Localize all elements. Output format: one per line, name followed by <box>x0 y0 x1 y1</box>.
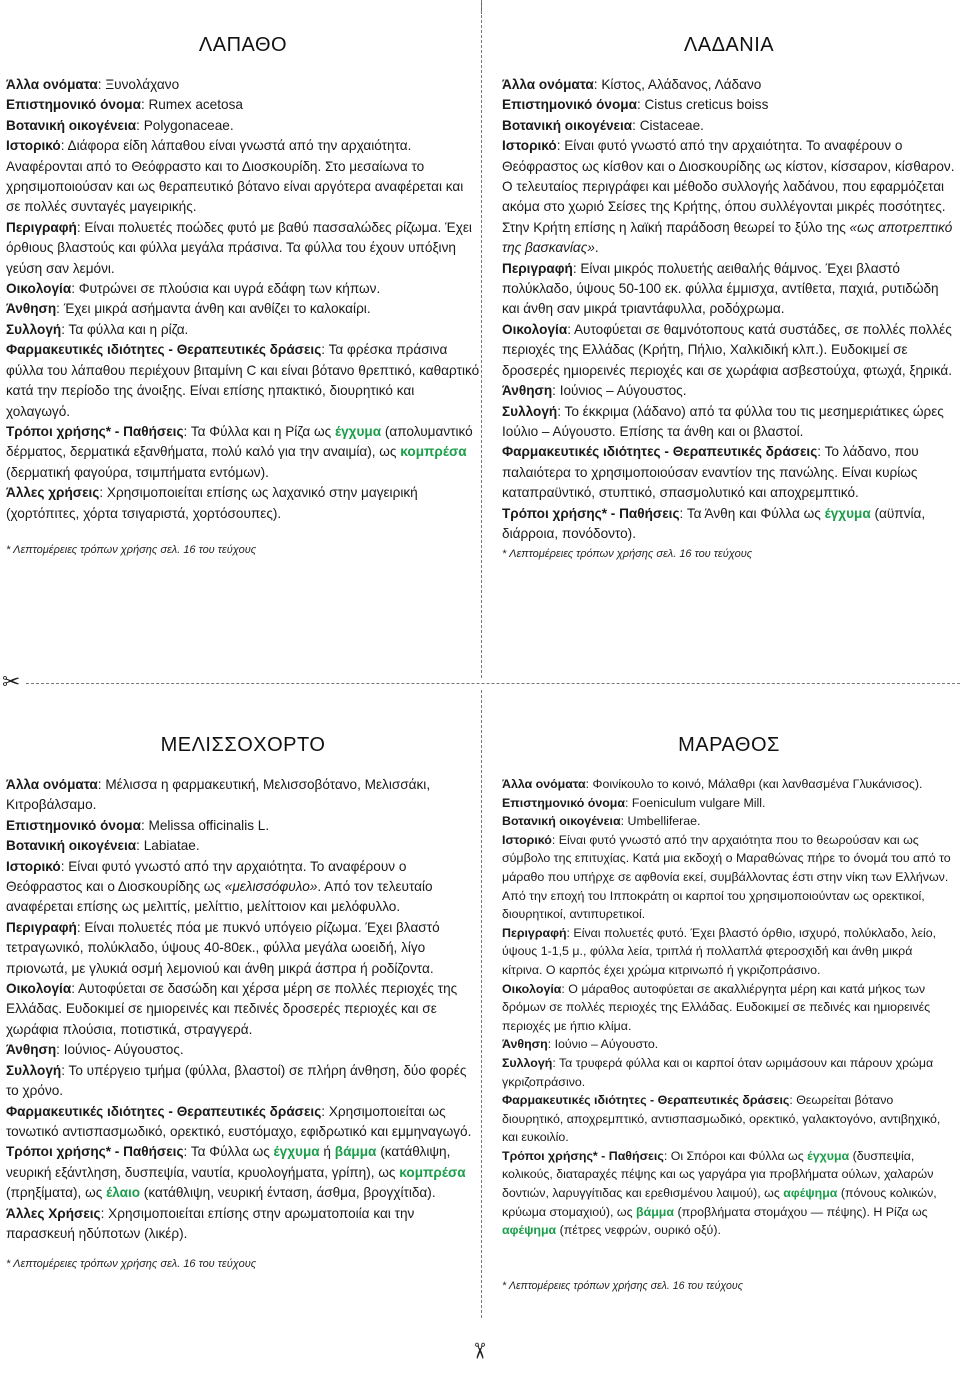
botanical-family: Βοτανική οικογένεια: Umbelliferae. <box>502 814 701 829</box>
collection: Συλλογή: Τα τρυφερά φύλλα και οι καρποί όταν ωριμάσουν και πάρουν χρώμα γκριζοπράσινο. <box>502 1055 934 1089</box>
usage: Τρόποι χρήσης* - Παθήσεις: Τα Φύλλα ως έγχυμα ή βάμμα (κατάθλιψη, νευρική εξάντληση, δυσπεψία, ναυτία, κρυολογήματα, γρίπη), ως κομπρέσα (πρηξίματα), ως έλαιο (κατάθλιψη, νευρική ένταση, άσθμα, βρογχίτιδα). <box>6 1144 466 1201</box>
ecology: Οικολογία: Αυτοφύεται σε θαμνότοπους κατά συστάδες, σε πολλές πολλές περιοχές της Ελλάδας (Κρήτη, Πήλιο, Χαλκιδική κλπ.). Ευδοκιμεί σε δροσερές ημιορεινές περιοχές και σε χωράφια ασβεστούχα, φτωχά, ξηρικά. <box>502 321 953 378</box>
card-title: ΛΑΠΑΘΟ <box>198 34 288 56</box>
blooming: Άνθηση: Έχει μικρά ασήμαντα άνθη και ανθίζει το καλοκαίρι. <box>6 301 371 317</box>
description: Περιγραφή: Είναι μικρός πολυετής αειθαλής θάμνος. Έχει βλαστό πολύκλαδο, ύψους 50-100 εκ. φύλλα έμμισχα, αντίθετα, παχιά, ρυτιδώδη και άνθη σαν μικρά τριαντάφυλλα, ροδόχρωμα. <box>502 260 939 317</box>
card-title: ΜΕΛΙΣΣΟΧΟΡΤΟ <box>160 734 326 756</box>
vertical-cut-line <box>481 690 482 1318</box>
other-names: Άλλα ονόματα: Ξυνολάχανο <box>6 77 180 92</box>
history: Ιστορικό: Είναι φυτό γνωστό από την αρχαιότητα που το θεωρούσαν και ως σύμβολο της επιτυχίας. Κατά μια εκδοχή ο Μαραθώνας πήρε το όνομά του από το μάραθο που υπήρχε σε αφθονία εκεί, συμβάλλοντας έστι στην νίκη των Ελλήνων. Από την εποχή του Ιπποκράτη οι καρποί του χρησιμοποιούνταν ως ορεκτικοί, διουρητικοί, αντιπυρετικοί. <box>502 832 951 922</box>
herb-card-ladania <box>502 34 956 560</box>
card-title: ΜΑΡΑΘΟΣ <box>678 734 780 756</box>
collection: Συλλογή: Το έκκριμα (λάδανο) από τα φύλλα του τις μεσημεριάτικες ώρες Ιούλιο – Αύγουστο. Επίσης τα άνθη και οι βλαστοί. <box>502 403 944 439</box>
other-uses: Άλλες χρήσεις: Χρησιμοποιείται επίσης ως λαχανικό στην μαγειρική (χορτόπιτες, χόρτα τσιγαριστά, χορτόσουπες). <box>6 485 418 521</box>
other-uses: Άλλες Χρήσεις: Χρησιμοποιείται επίσης στην αρωματοποιία και την παρασκευή ηδύποτων (λικέρ). <box>6 1205 415 1241</box>
herb-card-marathos <box>502 734 956 1292</box>
footnote: * Λεπτομέρειες τρόπων χρήσης σελ. 16 του τεύχους <box>6 543 257 556</box>
herb-card-melissa <box>6 734 480 1270</box>
usage: Τρόποι χρήσης* - Παθήσεις: Τα Άνθη και Φύλλα ως έγχυμα (αϋπνία, διάρροια, πονόδοντο). <box>502 505 926 541</box>
ecology: Οικολογία: Ο μάραθος αυτοφύεται σε ακαλλιέργητα μέρη και κατά μήκος των δρόμων σε πολλές περιοχές της Ελλάδας. Ευδοκιμεί σε πεδινές και ημιορεινές περιοχές με ήπιο κλίμα. <box>502 981 931 1033</box>
footnote: * Λεπτομέρειες τρόπων χρήσης σελ. 16 του τεύχους <box>6 1258 257 1271</box>
scientific-name: Επιστημονικό όνομα: Melissa officinalis L. <box>6 817 270 833</box>
blooming: Άνθηση: Ιούνιος- Αύγουστος. <box>6 1042 184 1058</box>
blooming: Άνθηση: Ιούνιο – Αύγουστο. <box>502 1037 659 1052</box>
history: Ιστορικό: Είναι φυτό γνωστό από την αρχαιότητα. Το αναφέρουν ο Θεόφραστος και ο Διοσκουρίδης ως «μελισσόφυλο». Από τον τελευταίο αναφέρεται επίσης ως μελιττίς, μελίττιο, μελίττοιον και μελόφυλλο. <box>6 858 433 915</box>
medicinal-properties: Φαρμακευτικές ιδιότητες - Θεραπευτικές δράσεις: Τα φρέσκα πράσινα φύλλα του λάπαθου περιέχουν βιταμίνη C και είναι βότανο θρεπτικό, καθαρτικό κατά την περίοδο της άνοιξης. Είναι επίσης ηπακτικό, διουρητικό και χολαγωγό. <box>6 342 480 419</box>
scientific-name: Επιστημονικό όνομα: Rumex acetosa <box>6 97 243 113</box>
blooming: Άνθηση: Ιούνιος – Αύγουστος. <box>502 383 687 399</box>
medicinal-properties: Φαρμακευτικές ιδιότητες - Θεραπευτικές δράσεις: Το λάδανο, που παλαιότερα το χρησιμοποιούσαν εναντίον της πανώλης. Είναι κυρίως καταπραϋντικό, στυπτικό, σπασμολυτικό και αποχρεμπτικό. <box>502 444 919 501</box>
scientific-name: Επιστημονικό όνομα: Foeniculum vulgare Mill. <box>502 795 766 810</box>
usage: Τρόποι χρήσης* - Παθήσεις: Οι Σπόροι και Φύλλα ως έγχυμα (δυσπεψία, κολικούς, διαταραχές πέψης και ως γαργάρα για προβλήματα ούλων, χαλαρών δοντιών, λαρυγγίτιδας και ερεθισμένου λαιμού), ως αφέψημα (πόνους κολικών, κρύωμα στομαχιού), ως βάμμα (προβλήματα στομάχου — πέψης). Η Ρίζα ως αφέψημα (πέτρες νεφρών, ουρικό οξύ). <box>502 1148 937 1238</box>
horizontal-cut-line <box>26 683 960 684</box>
description: Περιγραφή: Είναι πολυετές ποώδες φυτό με βαθύ πασσαλώδες ρίζωμα. Έχει όρθιους βλαστούς και φύλλα μεγάλα πράσινα. Τα φύλλα του έχουν υπόξινη γεύση σαν λεμόνι. <box>6 219 472 276</box>
footnote: * Λεπτομέρειες τρόπων χρήσης σελ. 16 του τεύχους <box>502 548 753 561</box>
footnote: * Λεπτομέρειες τρόπων χρήσης σελ. 16 του τεύχους <box>502 1279 743 1292</box>
history: Ιστορικό: Είναι φυτό γνωστό από την αρχαιότητα. Το αναφέρουν ο Θεόφραστος ως κίσθον και ο Διοσκουρίδης ως κίστον, κίσσαρον, κίσθαρον. Ο τελευταίος περιγράφει και μέθοδο συλλογής λαδάνου, που εφαρμόζεται ακόμα στο χωριό Σείσες της Κρήτης, όπου συλλέγονται μικρές ποσότητες. Στην Κρήτη επίσης η λαϊκή παράδοση θεωρεί το ξύλο της «ως αποτρεπτικό της βασκανίας». <box>502 138 955 256</box>
history: Ιστορικό: Διάφορα είδη λάπαθου είναι γνωστά από την αρχαιότητα. Αναφέρονται από το Θεόφραστο και το Διοσκουρίδη. Στο μεσαίωνα το χρησιμοποιούσαν και ως θεραπευτικό βότανο είναι αργότερα αναφέρεται και σε πολλές συνταγές μαγειρικής. <box>6 138 464 215</box>
botanical-family: Βοτανική οικογένεια: Cistaceae. <box>502 117 704 133</box>
other-names: Άλλα ονόματα: Μέλισσα η φαρμακευτική, Μελισσοβότανο, Μελισσάκι, Κιτροβάλσαμο. <box>6 777 431 813</box>
collection: Συλλογή: Το υπέργειο τμήμα (φύλλα, βλαστοί) σε πλήρη άνθηση, δύο φορές το χρόνο. <box>6 1062 467 1099</box>
ecology: Οικολογία: Αυτοφύεται σε δασώδη και χέρσα μέρη σε πολλές περιοχές της Ελλάδας. Ευδοκιμεί σε ημιορεινές και πεδινές δροσερές περιοχές και σε χωράφια πλούσια, ποτιστικά, στραγγερά. <box>6 981 458 1037</box>
usage: Τρόποι χρήσης* - Παθήσεις: Τα Φύλλα και η Ρίζα ως έγχυμα (απολυμαντικό δέρματος, δερματικά εξανθήματα, πολύ καλό για την αναιμία), ως κομπρέσα (δερματική φαγούρα, τσιμπήματα εντόμων). <box>6 423 473 480</box>
scientific-name: Επιστημονικό όνομα: Cistus creticus boiss <box>502 97 769 113</box>
other-names: Άλλα ονόματα: Κίστος, Αλάδανος, Λάδανο <box>502 77 762 92</box>
other-names: Άλλα ονόματα: Φοινίκουλο το κοινό, Μάλαθρι (και λανθασμένα Γλυκάνισος). <box>502 777 923 791</box>
botanical-family: Βοτανική οικογένεια: Polygonaceae. <box>6 117 234 133</box>
scissors-icon: ✂ <box>467 1341 493 1361</box>
scissors-icon: ✂ <box>2 669 21 694</box>
description: Περιγραφή: Είναι πολυετές πόα με πυκνό υπόγειο ρίζωμα. Έχει βλαστό τετραγωνικό, πολύκλαδο, ύψους 40-80εκ., φύλλα μεγάλα ωοειδή, λίγο πριονωτά, με γλυκιά οσμή λεμονιού και άνθη μικρά άσπρα ή ροδίζοντα. <box>6 919 440 976</box>
description: Περιγραφή: Είναι πολυετές φυτό. Έχει βλαστό όρθιο, ισχυρό, πολύκλαδο, λείο, ύψους 1-1,5 μ., φύλλα λεία, τριπλά ή πολλαπλά φτεροσχιδή και άνθη μικρά κίτρινα. Ο καρπός έχει χρώμα κιτρινωπό ή γκριζοπράσινο. <box>502 925 937 977</box>
medicinal-properties: Φαρμακευτικές ιδιότητες - Θεραπευτικές δράσεις: Χρησιμοποιείται ως τονωτικό αντισπασμωδικό, ορεκτικό, ευστόμαχο, εφιδρωτικό και εμμηναγωγό. <box>6 1103 472 1139</box>
card-title: ΛΑΔΑΝΙΑ <box>683 34 775 56</box>
botanical-family: Βοτανική οικογένεια: Labiatae. <box>6 838 200 854</box>
ecology: Οικολογία: Φυτρώνει σε πλούσια και υγρά εδάφη των κήπων. <box>6 281 381 297</box>
vertical-cut-line <box>481 0 482 678</box>
herb-card-lapatho <box>6 34 480 556</box>
collection: Συλλογή: Τα φύλλα και η ρίζα. <box>6 321 189 337</box>
medicinal-properties: Φαρμακευτικές ιδιότητες - Θεραπευτικές δράσεις: Θεωρείται βότανο διουρητικό, αποχρεμπτικό, αντισπασμωδικό, ορεκτικό, γαλακτογόνο, αντιβηχικό, και ευκοιλίο. <box>502 1093 941 1145</box>
